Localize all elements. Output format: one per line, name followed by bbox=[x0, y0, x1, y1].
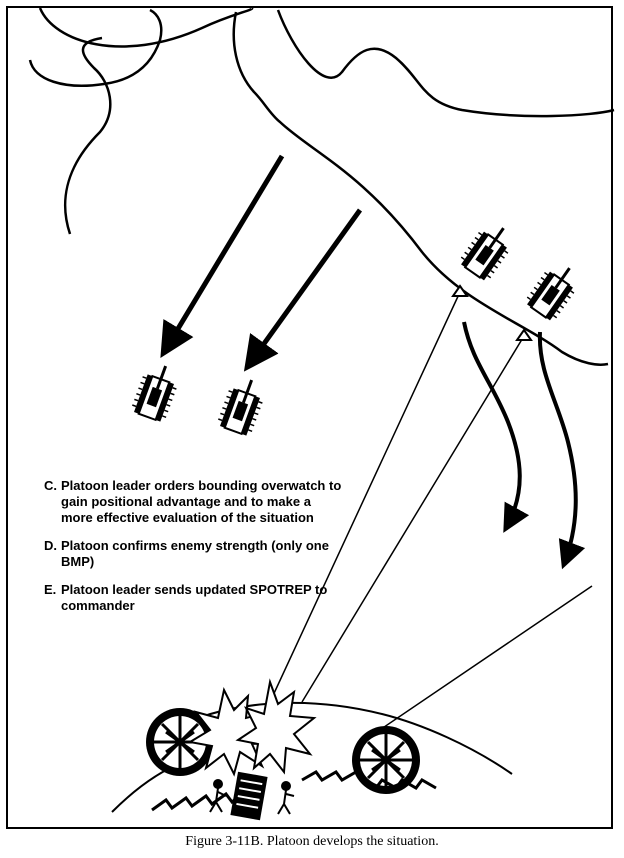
curved-arrow-right bbox=[540, 332, 576, 564]
bounding-movement-arrows bbox=[164, 156, 360, 366]
trench-line-left bbox=[152, 792, 244, 810]
contour-line-hill bbox=[40, 8, 252, 46]
step-text: Platoon confirms enemy strength (only one BMP) bbox=[61, 538, 329, 569]
enemy-position bbox=[112, 682, 512, 820]
bmp-icon bbox=[230, 772, 267, 821]
tank-icon bbox=[524, 258, 584, 323]
step-list bbox=[44, 478, 344, 626]
contour-line-upper bbox=[278, 10, 614, 116]
step-letter: C. bbox=[44, 478, 57, 493]
contour-line-inner bbox=[65, 38, 110, 234]
tank-icon bbox=[458, 218, 518, 283]
step-text: Platoon leader sends updated SPOTREP to commander bbox=[61, 582, 328, 613]
tank-icon bbox=[130, 360, 182, 423]
tactical-diagram bbox=[8, 8, 615, 831]
step-text: Platoon leader orders bounding overwatch to gain positional advantage and to make a more effective evaluation of the situation bbox=[61, 478, 342, 525]
step-c bbox=[44, 478, 344, 526]
terrain-contours bbox=[30, 8, 614, 365]
maneuver-arrows bbox=[464, 322, 576, 564]
arrow-bound-left bbox=[164, 156, 282, 352]
arrow-bound-right bbox=[248, 210, 360, 366]
tank-icon bbox=[216, 374, 268, 437]
curved-arrow-left bbox=[464, 322, 520, 528]
step-e bbox=[44, 582, 344, 614]
step-letter: D. bbox=[44, 538, 57, 553]
figure-frame bbox=[6, 6, 613, 829]
figure-caption: Figure 3-11B. Platoon develops the situation. bbox=[185, 834, 439, 849]
soldier-icon bbox=[278, 782, 294, 814]
step-letter: E. bbox=[44, 582, 57, 597]
step-d bbox=[44, 538, 344, 570]
